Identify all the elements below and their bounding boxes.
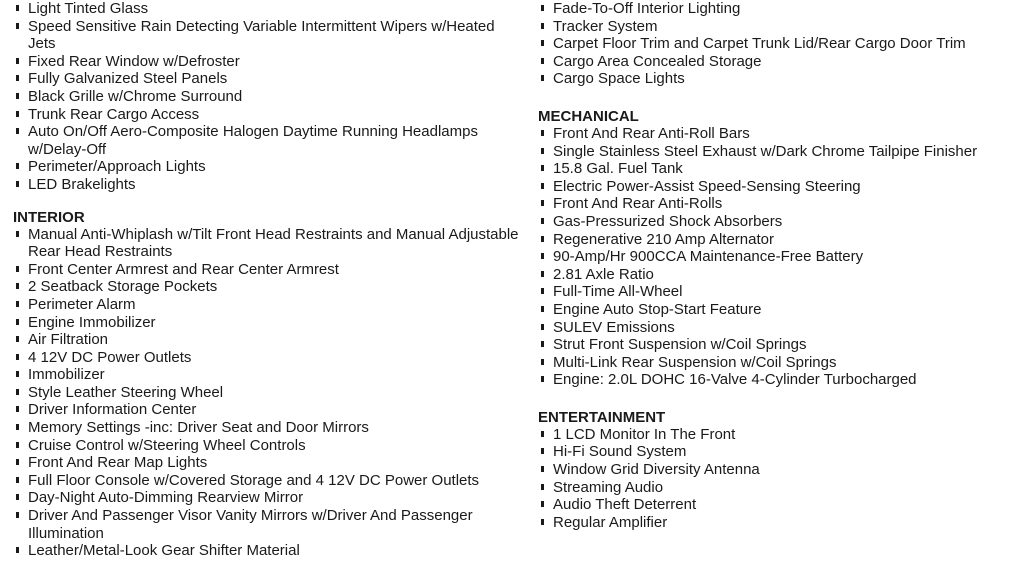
interior-section [13,209,523,560]
feature-item: Speed Sensitive Rain Detecting Variable Intermittent Wipers w/Heated Jets [13,18,523,53]
feature-item: Electric Power-Assist Speed-Sensing Steering [538,178,1018,196]
left-column [13,0,523,560]
feature-item: Front And Rear Anti-Roll Bars [538,125,1018,143]
feature-item: Auto On/Off Aero-Composite Halogen Daytime Running Headlamps w/Delay-Off [13,123,523,158]
feature-item: Hi-Fi Sound System [538,443,1018,461]
feature-item: 4 12V DC Power Outlets [13,349,523,367]
feature-item: Light Tinted Glass [13,0,523,18]
feature-item: Front And Rear Anti-Rolls [538,195,1018,213]
feature-item: Front And Rear Map Lights [13,454,523,472]
feature-item: Driver Information Center [13,401,523,419]
feature-item: Style Leather Steering Wheel [13,384,523,402]
feature-item: Single Stainless Steel Exhaust w/Dark Chrome Tailpipe Finisher [538,143,1018,161]
feature-item: Multi-Link Rear Suspension w/Coil Springs [538,354,1018,372]
mechanical-section [538,108,1018,389]
interior-heading: INTERIOR [13,208,85,226]
feature-item: Carpet Floor Trim and Carpet Trunk Lid/Rear Cargo Door Trim [538,35,1018,53]
feature-item: Full Floor Console w/Covered Storage and 4 12V DC Power Outlets [13,472,523,490]
feature-item: Day-Night Auto-Dimming Rearview Mirror [13,489,523,507]
feature-item: Front Center Armrest and Rear Center Armrest [13,261,523,279]
entertainment-list [538,426,1018,532]
feature-item: Regular Amplifier [538,514,1018,532]
entertainment-heading: ENTERTAINMENT [538,408,666,426]
feature-item: Engine Auto Stop-Start Feature [538,301,1018,319]
feature-item: Audio Theft Deterrent [538,496,1018,514]
exterior-list [13,0,523,194]
feature-item: 15.8 Gal. Fuel Tank [538,160,1018,178]
feature-item: Streaming Audio [538,479,1018,497]
feature-item: Cruise Control w/Steering Wheel Controls [13,437,523,455]
feature-item: Fade-To-Off Interior Lighting [538,0,1018,18]
feature-item: 2.81 Axle Ratio [538,266,1018,284]
feature-item: LED Brakelights [13,176,523,194]
feature-item: Perimeter/Approach Lights [13,158,523,176]
feature-item: Black Grille w/Chrome Surround [13,88,523,106]
feature-item: Fixed Rear Window w/Defroster [13,53,523,71]
interior-continued-list [538,0,1018,88]
interior-list [13,226,523,560]
feature-item: Cargo Area Concealed Storage [538,53,1018,71]
feature-item: Fully Galvanized Steel Panels [13,70,523,88]
feature-item: Gas-Pressurized Shock Absorbers [538,213,1018,231]
entertainment-section [538,409,1018,532]
mechanical-heading: MECHANICAL [538,107,639,125]
feature-item: Air Filtration [13,331,523,349]
feature-item: SULEV Emissions [538,319,1018,337]
feature-item: Immobilizer [13,366,523,384]
feature-item: Driver And Passenger Visor Vanity Mirrors w/Driver And Passenger Illumination [13,507,523,542]
feature-item: Cargo Space Lights [538,70,1018,88]
feature-item: Leather/Metal-Look Gear Shifter Material [13,542,523,560]
right-column [538,0,1018,531]
feature-item: Full-Time All-Wheel [538,283,1018,301]
feature-item: Perimeter Alarm [13,296,523,314]
feature-item: Tracker System [538,18,1018,36]
feature-item: Trunk Rear Cargo Access [13,106,523,124]
feature-item: Engine: 2.0L DOHC 16-Valve 4-Cylinder Turbocharged [538,371,1018,389]
feature-item: 1 LCD Monitor In The Front [538,426,1018,444]
feature-item: Engine Immobilizer [13,314,523,332]
feature-item: Window Grid Diversity Antenna [538,461,1018,479]
feature-item: 2 Seatback Storage Pockets [13,278,523,296]
feature-item: Manual Anti-Whiplash w/Tilt Front Head Restraints and Manual Adjustable Rear Head Restraints [13,226,523,261]
feature-item: 90-Amp/Hr 900CCA Maintenance-Free Battery [538,248,1018,266]
feature-item: Strut Front Suspension w/Coil Springs [538,336,1018,354]
mechanical-list [538,125,1018,389]
feature-item: Memory Settings -inc: Driver Seat and Door Mirrors [13,419,523,437]
feature-item: Regenerative 210 Amp Alternator [538,231,1018,249]
